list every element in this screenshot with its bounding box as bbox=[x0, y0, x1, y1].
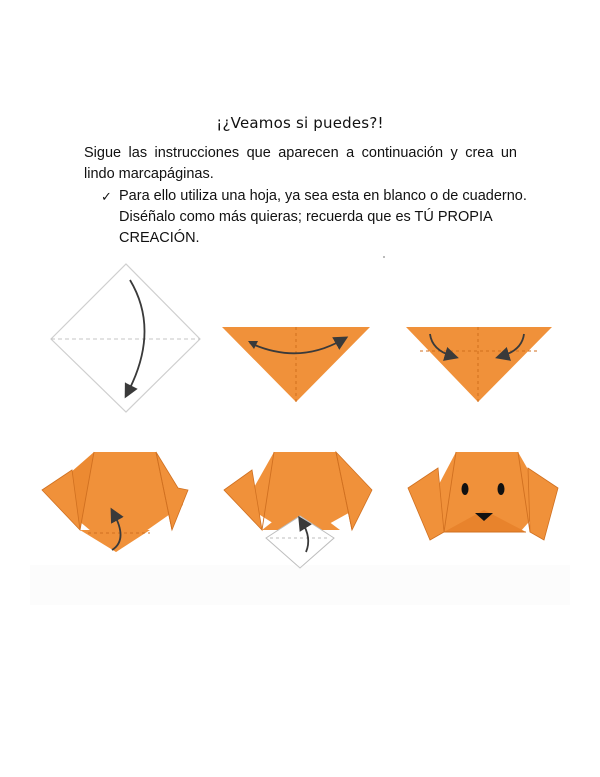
background-streaks bbox=[30, 565, 570, 605]
step-4-head bbox=[42, 452, 188, 552]
origami-dog-diagram bbox=[0, 240, 600, 640]
step-2-triangle bbox=[222, 327, 370, 402]
step-3-triangle bbox=[406, 327, 552, 402]
checkmark-icon: ✓ bbox=[101, 189, 112, 204]
page-title: ¡¿Veamos si puedes?! bbox=[216, 114, 384, 132]
bullet-text: Para ello utiliza una hoja, ya sea esta en blanco o de cuaderno. Diséñalo como más quieras; recuerda que es TÚ PROPIA CREACIÓN. bbox=[119, 188, 527, 246]
step-1-square bbox=[51, 264, 200, 412]
intro-paragraph: Sigue las instrucciones que aparecen a continuación y crea un lindo marcapáginas. bbox=[84, 145, 517, 182]
step-6-dog-face bbox=[408, 452, 558, 540]
step-5-head bbox=[224, 452, 372, 568]
